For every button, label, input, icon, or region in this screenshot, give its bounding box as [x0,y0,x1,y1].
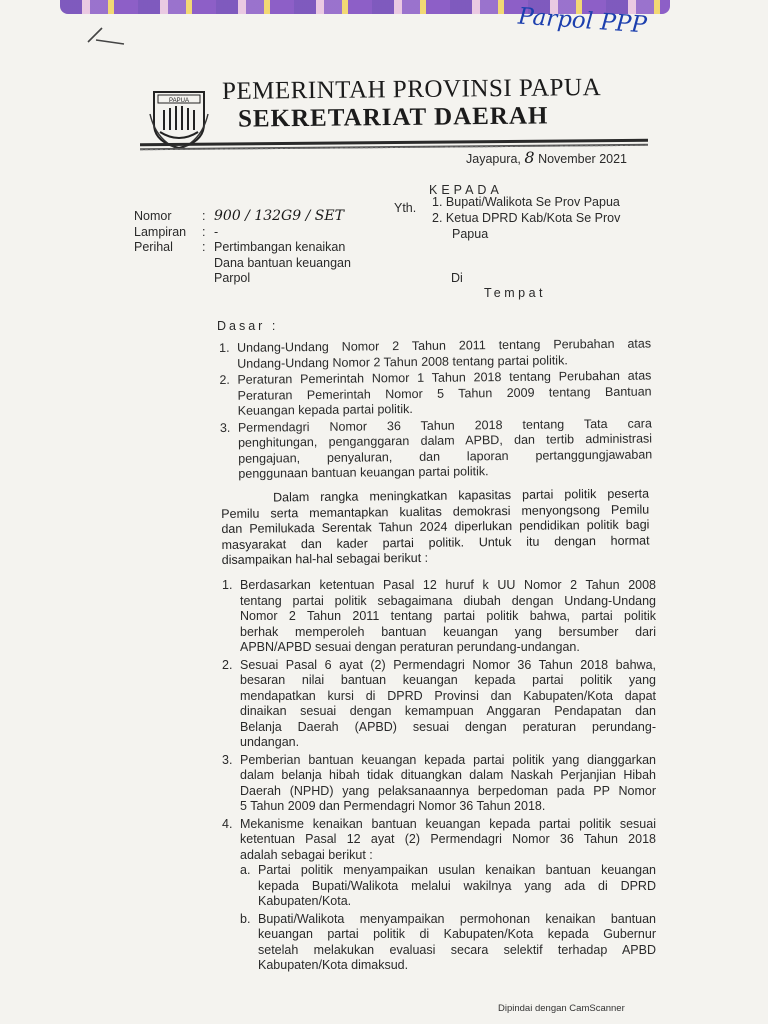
place-date [466,150,627,168]
point-item: 4. Mekanisme kenaikan bantuan keuangan kepada partai politik sesuai ketentuan Pasal 12 ayat (2) Permendagri Nomor 36 Tahun 2018 adalah sebagai berikut : a. Partai politik menyampaikan usulan kenaikan bantuan keuangan kepada Bupati/Walikota melalui wakilnya yang ada di DPRD Kabupaten/Kota. b. Bupati/Walikota menyampaikan permohonan kenaikan bantuan keuangan partai politik di Kabupaten/Kota kepada Gubernur setelah melakukan evaluasi secara selektif terhadap APBD Kabupaten/Kota dimaksud. [222,816,656,972]
recipient-list [432,194,620,242]
recipient-item-1: 1. Bupati/Walikota Se Prov Papua [432,195,620,209]
handwritten-mark [86,22,126,48]
handwritten-note: Parpol PPP [517,3,648,39]
papua-emblem-icon [148,84,210,150]
letterhead-secretariat: SEKRETARIAT DAERAH [237,102,549,133]
di-label: Di [451,271,463,285]
paragraph-line: masyarakat dan kader partai politik. Untuk itu dengan hormat [221,533,650,552]
lampiran-row: Lampiran : - [134,224,219,239]
point-item: 2. Sesuai Pasal 6 ayat (2) Permendagri Nomor 36 Tahun 2018 bahwa, besaran nilai bantuan keuangan kepada partai politik yang mendapatkan kursi di DPRD Provinsi dan Kabupaten/Kota dapat dinaikan sesuai dengan kemampuan Anggaran Pendapatan dan Belanja Daerah (APBD) sesuai dengan peraturan perundang- undangan. [222,657,656,749]
tempat-label: Tempat [484,286,546,300]
sub-list-item: b. Bupati/Walikota menyampaikan permohonan kenaikan bantuan keuangan partai politik di Kabupaten/Kota kepada Gubernur setelah melakukan evaluasi secara selektif terhadap APBD Kabupaten/Kota dimaksud. [240,911,656,972]
dasar-list [219,336,652,483]
point-item: 1. Berdasarkan ketentuan Pasal 12 huruf k UU Nomor 2 Tahun 2008 tentang partai politik sebagaimana diubah dengan Undang-Undang Nomor 2 Tahun 2011 tentang partai politik bahwa, partai politik berhak memperoleh bantuan keuangan yang bersumber dari APBN/APBD sesuai dengan peraturan perundang-undangan. [222,578,656,654]
perihal-value: Pertimbangan kenaikan Dana bantuan keuangan Parpol [214,240,351,285]
letterhead-government: PEMERINTAH PROVINSI PAPUA [221,74,602,105]
sub-list-item: a. Partai politik menyampaikan usulan kenaikan bantuan keuangan kepada Bupati/Walikota melalui wakilnya yang ada di DPRD Kabupaten/Kota. [240,863,656,908]
nomor-value-handwritten: 900 / 132G9 / SET [214,208,344,224]
date-month-year: November 2021 [538,152,628,166]
intro-paragraph [221,487,650,569]
lampiran-value: - [214,224,219,239]
recipient-item-2-continuation: Papua [452,227,489,241]
points-list [222,578,656,978]
paragraph-line: disampaikan hal-hal sebagai berikut : [221,550,429,567]
paragraph-line: dan Pemilukada Serentak Tahun 2024 diperlukan pendidikan politik bagi [221,517,650,536]
dasar-item: 2. Peraturan Pemerintah Nomor 1 Tahun 2018 tentang Perubahan atas Peraturan Pemerintah Nomor 5 Tahun 2009 tentang Bantuan Keuangan kepada partai politik. [219,368,652,418]
date-day-handwritten: 8 [524,148,535,167]
nomor-row: Nomor : 900 / 132G9 / SET [134,208,344,224]
scanner-footer: Dipindai dengan CamScanner [498,1003,625,1014]
sub-list [240,863,656,974]
dasar-item: 3. Permendagri Nomor 36 Tahun 2018 tentang Tata cara penghitungan, penganggaran dalam APBD, dan tertib administrasi pengajuan, penyaluran, dan laporan pertanggungjawaban penggunaan bantuan keuangan partai politik. [219,415,653,481]
kepada-heading: KEPADA [429,183,503,197]
dasar-heading: Dasar : [217,319,279,333]
recipient-item-2: 2. Ketua DPRD Kab/Kota Se Prov [432,211,621,225]
yth-label: Yth. [394,201,417,215]
logo-text: PAPUA [169,98,189,104]
perihal-row: Perihal : [134,240,206,254]
paragraph-line: Dalam rangka meningkatkan kapasitas partai politik peserta [272,486,650,505]
dasar-item: 1. Undang-Undang Nomor 2 Tahun 2011 tentang Perubahan atas Undang-Undang Nomor 2 Tahun 2008 tentang partai politik. [219,336,652,371]
place: Jayapura, [466,152,521,166]
paragraph-line: Pemilu serta memantapkan kualitas demokrasi menyongsong Pemilu [221,502,650,521]
point-item: 3. Pemberian bantuan keuangan kepada partai politik yang dianggarkan dalam belanja hibah tidak dituangkan dalam Naskah Perjanjian Hibah Daerah (NPHD) yang pelaksanaannya berpedoman pada PP Nomor 5 Tahun 2009 dan Permendagri Nomor 36 Tahun 2018. [222,752,656,813]
